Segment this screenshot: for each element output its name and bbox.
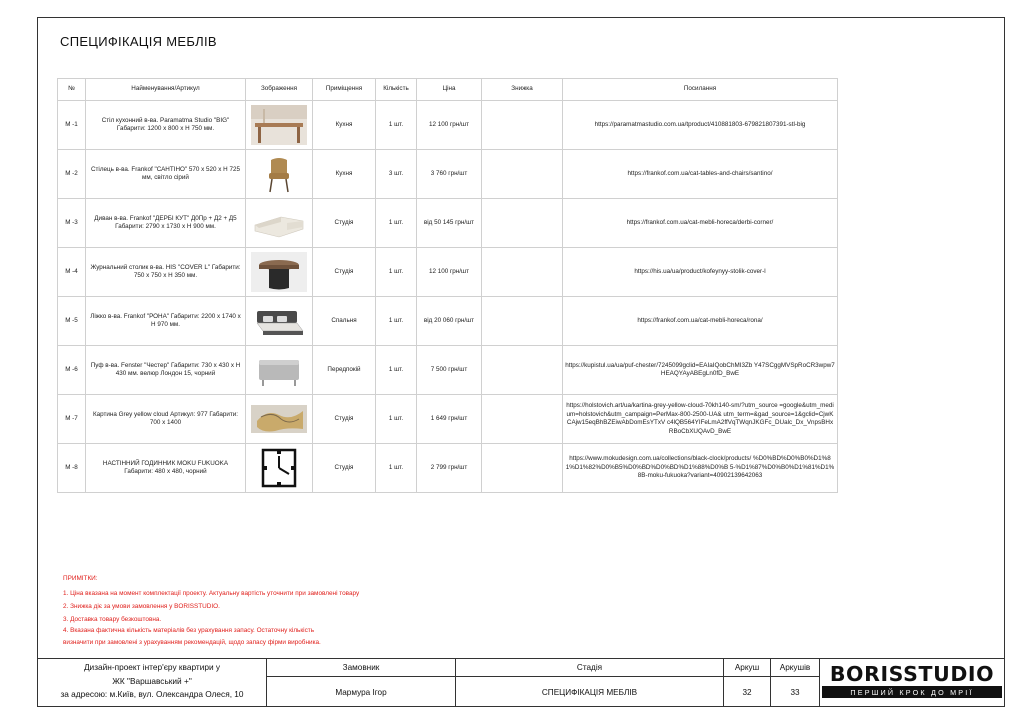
row-room: Студія — [313, 199, 376, 248]
row-quantity: 1 шт. — [376, 101, 417, 150]
header-image: Зображення — [246, 79, 313, 101]
header-link: Посилання — [563, 79, 838, 101]
client-label: Замовник — [266, 659, 455, 676]
client-value: Мармура Ігор — [266, 677, 455, 707]
row-price: 3 760 грн/шт — [417, 150, 482, 199]
row-link[interactable]: https://his.ua/ua/product/kofeynyy-stolik-cover-l — [563, 248, 838, 297]
row-room: Спальня — [313, 297, 376, 346]
header-discount: Знижка — [482, 79, 563, 101]
row-name: Картина Grey yellow cloud Артикул: 977 Габарити: 700 х 1400 — [86, 395, 246, 444]
row-room: Кухня — [313, 150, 376, 199]
row-image-cell — [246, 101, 313, 150]
table-row — [58, 346, 838, 395]
row-name: Пуф в-ва. Fenster "Честер" Габарити: 730 х 430 х Н 430 мм. велюр Лондон 15, чорний — [86, 346, 246, 395]
table-image — [251, 105, 307, 145]
row-discount — [482, 101, 563, 150]
row-number: М -1 — [58, 101, 86, 150]
row-quantity: 1 шт. — [376, 444, 417, 493]
row-name: Ліжко в-ва. Frankof "РОНА" Габарити: 2200 х 1740 х Н 970 мм. — [86, 297, 246, 346]
note-item: 2. Знижка діє за умови замовлення у BORISSTUDIO. — [63, 603, 220, 610]
sheets-label: Аркушів — [770, 659, 819, 676]
header-price: Ціна — [417, 79, 482, 101]
page-title: СПЕЦИФІКАЦІЯ МЕБЛІВ — [60, 34, 217, 49]
table-header-row — [58, 79, 838, 101]
row-image-cell — [246, 297, 313, 346]
row-quantity: 1 шт. — [376, 297, 417, 346]
bed-image — [251, 301, 307, 341]
table-row — [58, 444, 838, 493]
row-number: М -2 — [58, 150, 86, 199]
row-quantity: 1 шт. — [376, 346, 417, 395]
row-price: 2 799 грн/шт — [417, 444, 482, 493]
row-link[interactable]: https://frankof.com.ua/cat-mebli-horeca/derbi-corner/ — [563, 199, 838, 248]
row-name: Диван в-ва. Frankof "ДЕРБІ КУТ" Д0Пр + Д2 + Д5 Габарити: 2790 х 1730 х Н 900 мм. — [86, 199, 246, 248]
row-number: М -4 — [58, 248, 86, 297]
row-discount — [482, 346, 563, 395]
row-price: 7 500 грн/шт — [417, 346, 482, 395]
stage-value: СПЕЦИФІКАЦІЯ МЕБЛІВ — [455, 677, 723, 707]
row-discount — [482, 297, 563, 346]
header-room: Приміщення — [313, 79, 376, 101]
row-quantity: 1 шт. — [376, 248, 417, 297]
studio-logo — [819, 659, 1005, 707]
row-image-cell — [246, 199, 313, 248]
row-quantity: 1 шт. — [376, 199, 417, 248]
pouf-image — [251, 350, 307, 390]
row-link[interactable]: https://frankof.com.ua/cat-tables-and-chairs/santino/ — [563, 150, 838, 199]
row-quantity: 1 шт. — [376, 395, 417, 444]
row-price: 1 649 грн/шт — [417, 395, 482, 444]
coffee-table-image — [251, 252, 307, 292]
row-image-cell — [246, 150, 313, 199]
painting-image — [251, 399, 307, 439]
title-block — [38, 658, 1004, 707]
table-row — [58, 395, 838, 444]
row-price: від 20 060 грн/шт — [417, 297, 482, 346]
header-quantity: Кількість — [376, 79, 417, 101]
note-item: 3. Доставка товару безкоштовна. — [63, 616, 162, 623]
project-line: за адресою: м.Київ, вул. Олександра Олеся, 10 — [60, 689, 244, 699]
row-room: Студія — [313, 395, 376, 444]
row-image-cell — [246, 395, 313, 444]
table-row — [58, 297, 838, 346]
row-name: НАСТІННИЙ ГОДИННИК MOKU FUKUOKA Габарити: 480 х 480, чорний — [86, 444, 246, 493]
row-room: Студія — [313, 248, 376, 297]
row-discount — [482, 395, 563, 444]
chair-image — [251, 154, 307, 194]
note-item: 4. Вказана фактична кількість матеріалів без урахування запасу. Остаточну кількість — [63, 627, 315, 634]
row-discount — [482, 444, 563, 493]
stage-label: Стадія — [455, 659, 723, 676]
sheets-value: 33 — [770, 677, 819, 707]
row-image-cell — [246, 346, 313, 395]
row-number: М -5 — [58, 297, 86, 346]
row-room: Кухня — [313, 101, 376, 150]
header-name: Найменування/Артикул — [86, 79, 246, 101]
row-number: М -8 — [58, 444, 86, 493]
logo-name: BORISSTUDIO — [829, 662, 995, 686]
row-price: 12 100 грн/шт — [417, 248, 482, 297]
row-link[interactable]: https://paramatmastudio.com.ua/tproduct/410881803-679821807391-stl-big — [563, 101, 838, 150]
row-room: Студія — [313, 444, 376, 493]
row-link[interactable]: https://holstovich.art/ua/kartina-grey-yellow-cloud-70kh140-sm/?utm_source =google&utm_medium=holstovich&utm_campaign=PerMax-800-2500-UA& utm_term=&gad_source=1&gclid=CjwKCAjw15eqBhBZEiwAbDomEsYTxV c4lQB564YIFeLmA2ffVqTWqnJKGFc_DUalc_Dx_VnpsBHxRBoCbXUQAvD_BwE — [563, 395, 838, 444]
clock-image — [251, 448, 307, 488]
sofa-image — [251, 203, 307, 243]
row-price: від 50 145 грн/шт — [417, 199, 482, 248]
row-room: Передпокій — [313, 346, 376, 395]
row-discount — [482, 248, 563, 297]
row-number: М -6 — [58, 346, 86, 395]
project-line: ЖК "Варшавський +" — [112, 675, 192, 686]
row-discount — [482, 199, 563, 248]
row-link[interactable]: https://www.mokudesign.com.ua/collections/black-clock/products/ %D0%BD%D0%B0%D1%81%D1%82%D0%B5%D0%BD%D0%BD%D1%88%D0%B 5-%D1%87%D0%B0%D1%81%D1%8B-moku-fukuoka?variant=40902139642063 — [563, 444, 838, 493]
note-item: визначити при замовлені з урахуванням рекомендацій, щодо запасу фірми виробника. — [63, 639, 321, 646]
sheet-label: Аркуш — [723, 659, 770, 676]
logo-tagline: ПЕРШИЙ КРОК ДО МРІЇ — [822, 686, 1002, 698]
row-quantity: 3 шт. — [376, 150, 417, 199]
table-row — [58, 248, 838, 297]
note-item: 1. Ціна вказана на момент комплектації проекту. Актуальну вартість уточнити при замовлені товару — [63, 590, 360, 597]
row-name: Журнальний столик в-ва. HIS "COVER L" Габарити: 750 х 750 х Н 350 мм. — [86, 248, 246, 297]
row-price: 12 100 грн/шт — [417, 101, 482, 150]
header-number: № — [58, 79, 86, 101]
sheet-value: 32 — [723, 677, 770, 707]
table-row — [58, 101, 838, 150]
table-row — [58, 199, 838, 248]
row-image-cell — [246, 444, 313, 493]
project-line: Дизайн-проект інтер'єру квартири у — [83, 662, 221, 672]
specification-table — [57, 78, 838, 493]
row-name: Стіл кухонний в-ва. Paramatma Studio "BIG" Габарити: 1200 х 800 х Н 750 мм. — [86, 101, 246, 150]
row-name: Стілець в-ва. Frankof "САНТІНО" 570 х 520 х Н 725 мм, світло сірий — [86, 150, 246, 199]
table-row — [58, 150, 838, 199]
row-number: М -7 — [58, 395, 86, 444]
notes-heading: ПРИМІТКИ: — [63, 575, 98, 582]
row-discount — [482, 150, 563, 199]
row-number: М -3 — [58, 199, 86, 248]
row-link[interactable]: https://kupistul.ua/ua/puf-chester/7245099gclid=EAIaIQobChMI3Zb Y47SCggMVSpRoCR3wpw7HEAQYAyABEgLn0fD_BwE — [563, 346, 838, 395]
row-image-cell — [246, 248, 313, 297]
notes-block — [63, 572, 359, 647]
row-link[interactable]: https://frankof.com.ua/cat-mebli-horeca/rona/ — [563, 297, 838, 346]
project-description — [38, 661, 266, 702]
